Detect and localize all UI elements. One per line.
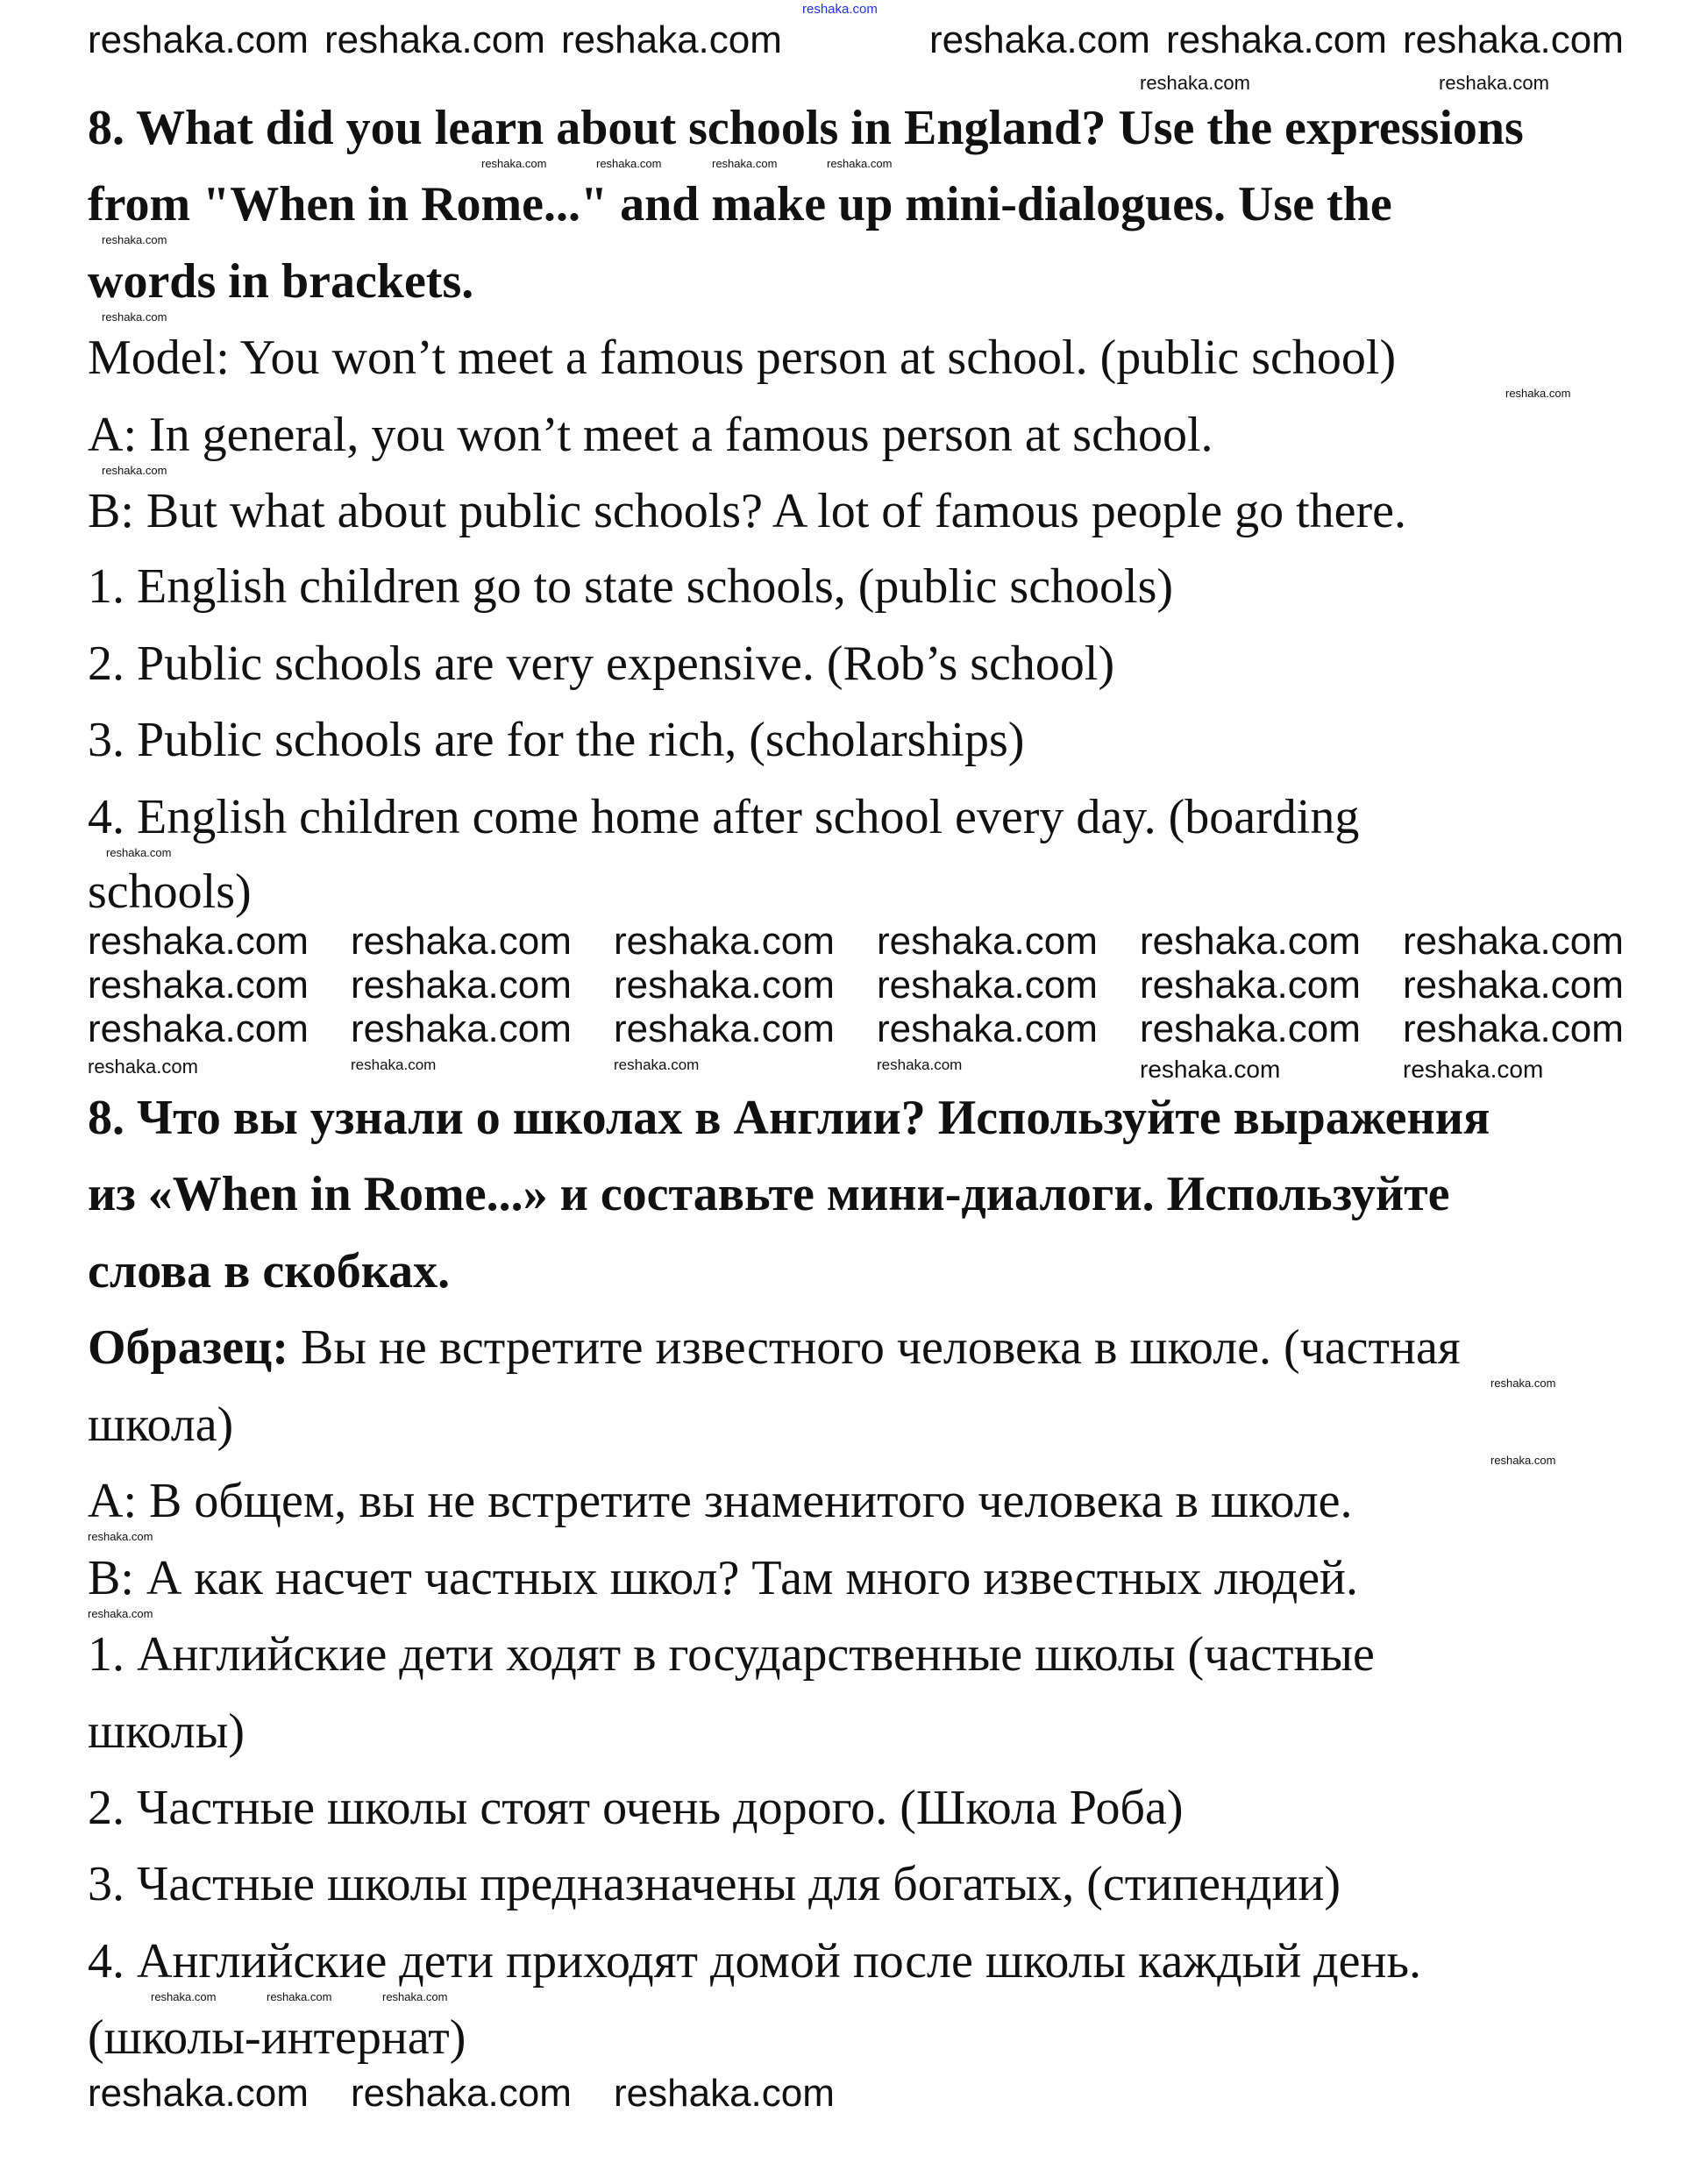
watermark: reshaka.com: [1140, 1056, 1281, 1083]
watermark: reshaka.com: [351, 1056, 437, 1073]
watermark: reshaka.com: [324, 18, 545, 61]
model-line-ru: [88, 1320, 1461, 1375]
watermark: reshaka.com: [827, 157, 893, 170]
watermark: reshaka.com: [88, 1056, 198, 1078]
watermark: reshaka.com: [877, 964, 1098, 1007]
watermark: reshaka.com: [877, 1007, 1098, 1050]
dialogue-a-ru: А: В общем, вы не встретите знаменитого человека в школе.: [88, 1474, 1353, 1528]
watermark: reshaka.com: [351, 920, 572, 963]
watermark: reshaka.com: [1439, 72, 1549, 94]
watermark: reshaka.com: [102, 233, 167, 246]
exercise-heading-ru: слова в скобках.: [88, 1244, 451, 1298]
watermark: reshaka.com: [614, 920, 835, 963]
exercise-heading-en: words in brackets.: [88, 254, 474, 309]
watermark: reshaka.com: [877, 920, 1098, 963]
watermark: reshaka.com: [1403, 964, 1624, 1007]
item-en: 1. English children go to state schools, (public schools): [88, 559, 1174, 614]
watermark: reshaka.com: [614, 2072, 835, 2115]
watermark: reshaka.com: [561, 18, 782, 61]
watermark: reshaka.com: [596, 157, 662, 170]
item-en: schools): [88, 864, 252, 919]
exercise-heading-en: from "When in Rome..." and make up mini-dialogues. Use the: [88, 177, 1392, 231]
dialogue-b-ru: В: А как насчет частных школ? Там много известных людей.: [88, 1551, 1359, 1605]
item-ru: школы): [88, 1704, 245, 1759]
model-line-en: Model: You won’t meet a famous person at school. (public school): [88, 331, 1397, 385]
watermark: reshaka.com: [481, 157, 547, 170]
dialogue-a-en: A: In general, you won’t meet a famous person at school.: [88, 408, 1213, 462]
watermark: reshaka.com: [102, 464, 167, 477]
watermark: reshaka.com: [929, 18, 1150, 61]
watermark: reshaka.com: [88, 1607, 153, 1620]
watermark: reshaka.com: [1505, 387, 1571, 400]
exercise-heading-ru: из «When in Rome...» и составьте мини-диалоги. Используйте: [88, 1167, 1450, 1221]
watermark: reshaka.com: [1140, 72, 1250, 94]
watermark: reshaka.com: [614, 1056, 700, 1073]
watermark: reshaka.com: [1140, 920, 1361, 963]
watermark: reshaka.com: [351, 2072, 572, 2115]
model-line-ru-cont: школа): [88, 1398, 234, 1452]
watermark: reshaka.com: [1140, 964, 1361, 1007]
watermark: reshaka.com: [351, 964, 572, 1007]
item-en: 3. Public schools are for the rich, (scholarships): [88, 713, 1025, 767]
watermark: reshaka.com: [88, 920, 309, 963]
watermark: reshaka.com: [614, 1007, 835, 1050]
dialogue-b-en: B: But what about public schools? A lot of famous people go there.: [88, 484, 1406, 538]
watermark: reshaka.com: [106, 846, 172, 859]
watermark: reshaka.com: [614, 964, 835, 1007]
item-ru: 3. Частные школы предназначены для богатых, (стипендии): [88, 1857, 1341, 1911]
item-en: 4. English children come home after school every day. (boarding: [88, 790, 1360, 844]
item-en: 2. Public schools are very expensive. (Rob’s school): [88, 637, 1115, 691]
watermark: reshaka.com: [712, 157, 778, 170]
item-ru: 2. Частные школы стоят очень дорого. (Школа Роба): [88, 1781, 1184, 1835]
watermark: reshaka.com: [351, 1007, 572, 1050]
watermark: reshaka.com: [102, 310, 167, 324]
watermark: reshaka.com: [1490, 1454, 1556, 1467]
model-label-ru: Образец:: [88, 1320, 288, 1375]
watermark: reshaka.com: [1403, 1056, 1544, 1083]
watermark: reshaka.com: [382, 1990, 448, 2003]
watermark: reshaka.com: [1140, 1007, 1361, 1050]
watermark: reshaka.com: [877, 1056, 963, 1073]
exercise-heading-en: 8. What did you learn about schools in England? Use the expressions: [88, 101, 1524, 155]
watermark: reshaka.com: [88, 1007, 309, 1050]
watermark: reshaka.com: [1403, 1007, 1624, 1050]
watermark: reshaka.com: [88, 2072, 309, 2115]
item-ru: 4. Английские дети приходят домой после школы каждый день.: [88, 1934, 1422, 1988]
item-ru: (школы-интернат): [88, 2010, 466, 2065]
watermark: reshaka.com: [1166, 18, 1387, 61]
watermark: reshaka.com: [1490, 1377, 1556, 1390]
exercise-heading-ru: 8. Что вы узнали о школах в Англии? Используйте выражения: [88, 1091, 1490, 1145]
watermark: reshaka.com: [88, 18, 309, 61]
watermark: reshaka.com: [1403, 18, 1624, 61]
watermark: reshaka.com: [88, 1530, 153, 1543]
watermark: reshaka.com: [802, 2, 878, 17]
watermark: reshaka.com: [1403, 920, 1624, 963]
model-text-ru: Вы не встретите известного человека в школе. (частная: [288, 1320, 1461, 1375]
watermark: reshaka.com: [88, 964, 309, 1007]
item-ru: 1. Английские дети ходят в государственные школы (частные: [88, 1627, 1375, 1682]
watermark: reshaka.com: [267, 1990, 332, 2003]
watermark: reshaka.com: [151, 1990, 217, 2003]
